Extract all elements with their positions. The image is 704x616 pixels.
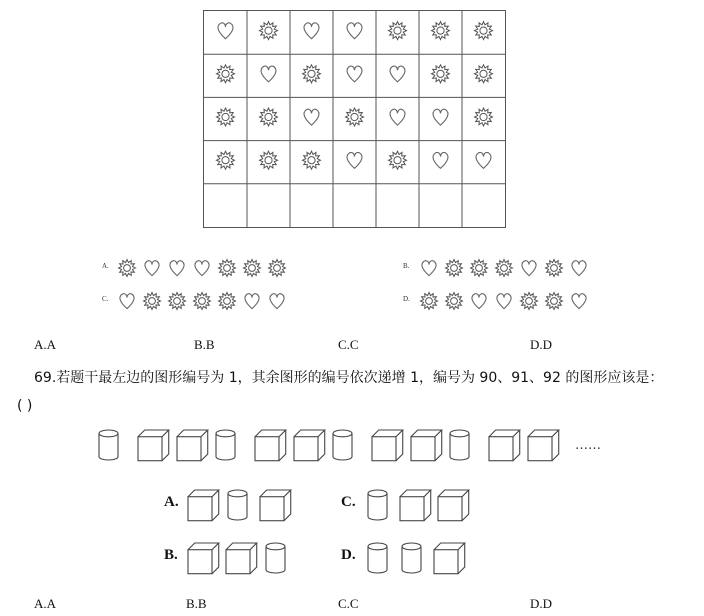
sun-icon (303, 65, 321, 83)
heart-icon (433, 152, 448, 168)
heart-icon (433, 109, 448, 125)
cube-icon (438, 490, 469, 521)
sun-icon (496, 260, 513, 277)
cube-icon (138, 430, 169, 461)
q68-answer-d[interactable]: D.D (530, 337, 553, 352)
sun-icon (546, 293, 563, 310)
q68-option-shapes[interactable] (419, 257, 609, 279)
sun-icon (217, 151, 235, 169)
q69-sequence (95, 427, 605, 465)
heart-icon (472, 294, 486, 309)
cylinder-icon (402, 543, 421, 573)
q69-option-shapes[interactable] (186, 488, 306, 524)
q69-option-letter: B. (164, 547, 178, 563)
cylinder-icon (99, 430, 118, 460)
sun-icon (521, 293, 538, 310)
cube-icon (255, 430, 286, 461)
sun-icon (432, 65, 450, 83)
sun-icon (217, 65, 235, 83)
q68-option-shapes[interactable] (419, 290, 609, 312)
heart-icon (304, 109, 319, 125)
cylinder-icon (450, 430, 469, 460)
cube-icon (294, 430, 325, 461)
sun-icon (471, 260, 488, 277)
cylinder-icon (368, 543, 387, 573)
cube-icon (188, 543, 219, 574)
heart-icon (270, 294, 284, 309)
cube-icon (489, 430, 520, 461)
sun-icon (260, 108, 278, 126)
q69-question-text: 69.若题干最左边的图形编号为 1，其余图形的编号依次递增 1，编号为 90、91、92 的图形应该是： (34, 370, 664, 386)
sun-icon (346, 108, 364, 126)
sun-icon (194, 293, 211, 310)
sun-icon (219, 293, 236, 310)
pattern-grid-svg (204, 11, 505, 227)
sun-icon (217, 108, 235, 126)
sun-icon (389, 151, 407, 169)
q69-option-letter: D. (341, 547, 356, 563)
q69-option-shapes[interactable] (364, 541, 484, 577)
cube-icon (400, 490, 431, 521)
q69-option-letter: A. (164, 494, 179, 510)
heart-icon (522, 261, 536, 276)
heart-icon (261, 66, 276, 82)
sun-icon (260, 151, 278, 169)
heart-icon (245, 294, 259, 309)
heart-icon (347, 23, 362, 39)
sun-icon (389, 22, 407, 40)
cube-icon (226, 543, 257, 574)
heart-icon (476, 152, 491, 168)
cube-icon (260, 490, 291, 521)
heart-icon (390, 66, 405, 82)
sun-icon (475, 65, 493, 83)
q69-option-shapes[interactable] (186, 541, 306, 577)
sequence-ellipsis: …… (575, 438, 601, 453)
sun-icon (475, 108, 493, 126)
sun-icon (475, 22, 493, 40)
q69-answer-paren: ( ) (17, 398, 33, 414)
q68-answer-c[interactable]: C.C (338, 337, 359, 352)
sun-icon (446, 293, 463, 310)
q68-option-letter: A. (102, 262, 109, 270)
sun-icon (446, 260, 463, 277)
cylinder-icon (333, 430, 352, 460)
q69-answer-a[interactable]: A.A (34, 596, 57, 611)
q68-answer-a[interactable]: A.A (34, 337, 57, 352)
heart-icon (572, 294, 586, 309)
sun-icon (269, 260, 286, 277)
heart-icon (422, 261, 436, 276)
cube-icon (434, 543, 465, 574)
cylinder-icon (368, 490, 387, 520)
sun-icon (546, 260, 563, 277)
cylinder-icon (266, 543, 285, 573)
cube-icon (188, 490, 219, 521)
q69-answer-b[interactable]: B.B (186, 596, 207, 611)
heart-icon (195, 261, 209, 276)
q68-option-shapes[interactable] (117, 257, 307, 279)
cube-icon (411, 430, 442, 461)
heart-icon (145, 261, 159, 276)
sun-icon (432, 22, 450, 40)
sun-icon (421, 293, 438, 310)
pattern-grid (203, 10, 506, 228)
heart-icon (304, 23, 319, 39)
sun-icon (219, 260, 236, 277)
heart-icon (572, 261, 586, 276)
sun-icon (244, 260, 261, 277)
sun-icon (119, 260, 136, 277)
heart-icon (390, 109, 405, 125)
heart-icon (347, 66, 362, 82)
cylinder-icon (228, 490, 247, 520)
q68-answer-b[interactable]: B.B (194, 337, 215, 352)
cylinder-icon (216, 430, 235, 460)
heart-icon (497, 294, 511, 309)
cube-icon (528, 430, 559, 461)
q68-option-letter: B. (403, 262, 410, 270)
q69-answer-d[interactable]: D.D (530, 596, 553, 611)
cube-icon (372, 430, 403, 461)
sun-icon (260, 22, 278, 40)
cube-icon (177, 430, 208, 461)
q69-option-shapes[interactable] (364, 488, 484, 524)
q69-answer-c[interactable]: C.C (338, 596, 359, 611)
sun-icon (303, 151, 321, 169)
heart-icon (170, 261, 184, 276)
heart-icon (218, 23, 233, 39)
heart-icon (120, 294, 134, 309)
q69-option-letter: C. (341, 494, 356, 510)
q68-option-letter: D. (403, 295, 410, 303)
q68-option-shapes[interactable] (117, 290, 307, 312)
sun-icon (144, 293, 161, 310)
sun-icon (169, 293, 186, 310)
heart-icon (347, 152, 362, 168)
q68-option-letter: C. (102, 295, 109, 303)
